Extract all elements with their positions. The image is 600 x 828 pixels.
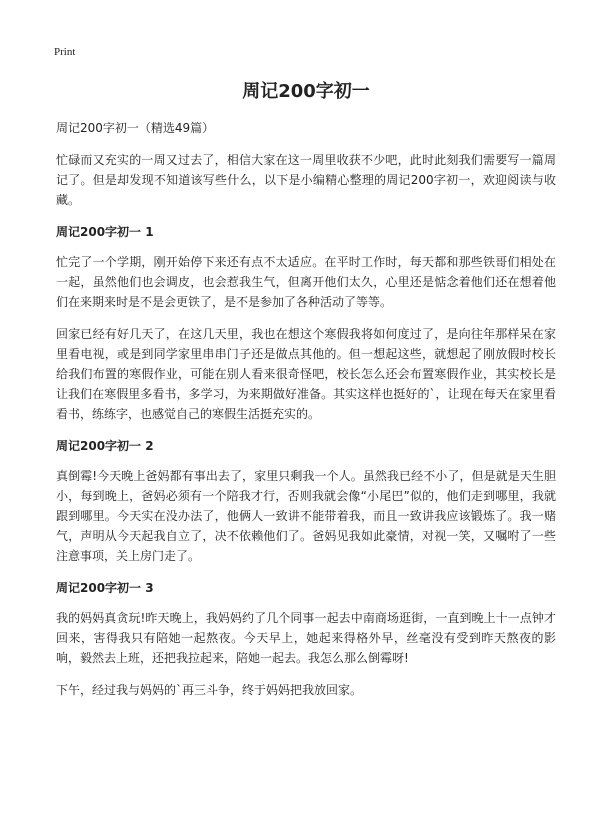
section-2-paragraph-1: 真倒霉!今天晚上爸妈都有事出去了，家里只剩我一个人。虽然我已经不小了，但是就是天生胆小，每到晚上，爸妈必须有一个陪我才行，否则我就会像“小尾巴”似的，他们走到哪里，我就跟到哪里。今天实在没办法了，他俩人一致讲不能带着我，而且一致讲我应该锻炼了。我一赌气，声明从今天起我自立了，决不依赖他们了。爸妈见我如此豪情，对视一笑，又嘱咐了一些注意事项，关上房门走了。 <box>56 469 556 563</box>
page-title: 周记200字初一 <box>242 81 370 102</box>
intro-paragraph: 忙碌而又充实的一周又过去了，相信大家在这一周里收获不少吧，此时此刻我们需要写一篇周记了。但是却发现不知道该写些什么，以下是小编精心整理的周记200字初一，欢迎阅读与收藏。 <box>56 153 556 207</box>
section-heading-3: 周记200字初一 3 <box>56 581 154 595</box>
section-heading-1: 周记200字初一 1 <box>56 225 154 239</box>
section-3-paragraph-1: 我的妈妈真贪玩!昨天晚上，我妈妈约了几个同事一起去中南商场逛街，一直到晚上十一点钟才回来，害得我只有陪她一起熬夜。今天早上，她起来得格外早，丝毫没有受到昨天熬夜的影响，毅然去上班，还把我拉起来，陪她一起去。我怎么那么倒霉呀! <box>56 611 556 665</box>
section-3-paragraph-2: 下午，经过我与妈妈的`再三斗争，终于妈妈把我放回家。 <box>56 683 363 697</box>
section-1-paragraph-2: 回家已经有好几天了，在这几天里，我也在想这个寒假我将如何度过了，是向往年那样呆在家里看电视，或是到同学家里串串门子还是做点其他的。但一想起这些，就想起了刚放假时校长给我们布置的寒假作业，可能在别人看来很奇怪吧，校长怎么还会布置寒假作业，其实校长是让我们在寒假里多看书，多学习，为来期做好准备。其实这样也挺好的`，让现在每天在家里看看书，练练字，也感觉自己的寒假生活挺充实的。 <box>56 327 556 421</box>
document-subtitle: 周记200字初一（精选49篇） <box>56 121 215 135</box>
section-1-paragraph-1: 忙完了一个学期，刚开始停下来还有点不太适应。在平时工作时，每天都和那些铁哥们相处在一起，虽然他们也会调皮，也会惹我生气，但离开他们太久，心里还是惦念着他们还在想着他们在来期来时是不是会更铁了，是不是参加了各种活动了等等。 <box>56 255 556 309</box>
print-link[interactable]: Print <box>54 46 76 58</box>
document-body <box>56 80 556 712</box>
section-heading-2: 周记200字初一 2 <box>56 439 154 453</box>
